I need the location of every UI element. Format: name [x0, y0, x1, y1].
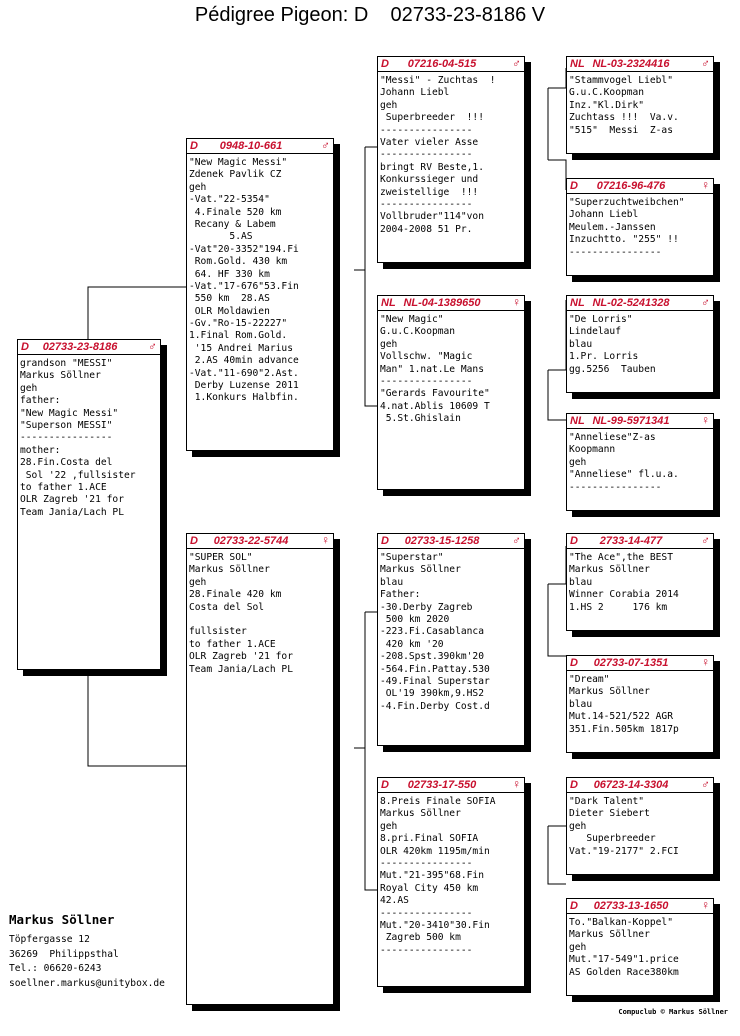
card-line: ----------------	[20, 432, 113, 444]
card-line: to father 1.ACE	[20, 481, 107, 493]
card-header	[378, 778, 524, 793]
owner-street: Töpfergasse 12	[9, 934, 90, 945]
card-header	[378, 296, 524, 311]
card-line: '15 Andrei Marius	[189, 342, 293, 354]
card-line: 8.Preis Finale SOFIA	[380, 796, 496, 807]
card-line: geh	[380, 820, 398, 832]
card-line: Lindelauf	[569, 326, 621, 338]
card-line: 5.St.Ghislain	[380, 413, 461, 425]
card-line: Johann Liebl	[569, 209, 639, 221]
card-line: "515" Messi Z-as	[569, 124, 673, 136]
card-line: Zuchtass !!! Va.v.	[569, 112, 679, 124]
card-line: 1.Pr. Lorris	[569, 351, 639, 363]
card-line: To."Balkan-Koppel"	[569, 917, 673, 928]
ring-number: 2733-14-477	[599, 535, 663, 547]
card-line: G.u.C.Koopman	[380, 326, 456, 338]
card-header	[567, 179, 713, 194]
card-line: 8.pri.Final SOFIA	[380, 833, 479, 845]
card-line: "Superson MESSI"	[20, 419, 113, 431]
card-header	[378, 534, 524, 549]
ring-number: 02733-17-550	[407, 779, 477, 791]
country-code: NL	[381, 297, 396, 309]
card-line: grandson "MESSI"	[20, 358, 113, 369]
card-line: "New Magic Messi"	[189, 157, 288, 168]
card-header	[187, 534, 333, 549]
card-line: Markus Söllner	[569, 564, 650, 576]
country-code: NL	[570, 415, 585, 427]
sex-icon: ♀	[512, 777, 521, 791]
card-header	[187, 139, 333, 154]
card-line: ----------------	[380, 907, 473, 919]
card-line: OL'19 390km,9.HS2	[380, 688, 484, 700]
owner-phone: Tel.: 06620-6243	[9, 963, 102, 974]
card-line: blau	[569, 576, 593, 588]
card-line: Recany & Labem	[189, 218, 276, 230]
card-line: OLR Zagreb '21 for	[189, 651, 293, 663]
card-line: 4.Finale 520 km	[189, 206, 282, 218]
card-line: Derby Luzense 2011	[189, 380, 299, 392]
card-line: Winner Corabia 2014	[569, 589, 679, 601]
country-code: D	[570, 535, 578, 547]
card-line: "Dark Talent"	[569, 796, 645, 807]
card-line: bringt RV Beste,1.	[380, 161, 484, 173]
card-line: 2.AS 40min advance	[189, 355, 299, 367]
card-line: "De Lorris"	[569, 314, 633, 325]
card-body	[567, 549, 713, 614]
country-code: D	[570, 657, 578, 669]
card-line: "The Ace",the BEST	[569, 552, 673, 563]
card-line: -Gv."Ro-15-22227"	[189, 318, 288, 330]
pigeon-card-fm	[377, 295, 525, 490]
card-line: geh	[569, 820, 587, 832]
sex-icon: ♀	[321, 533, 330, 547]
card-line: "Anneliese" fl.u.a.	[569, 469, 679, 481]
card-line: Zagreb 500 km	[380, 932, 461, 944]
country-code: D	[570, 180, 578, 192]
card-line: to father 1.ACE	[189, 638, 276, 650]
card-line: "Anneliese"Z-as	[569, 432, 656, 443]
ring-number: NL-02-5241328	[592, 297, 670, 309]
country-code: NL	[570, 58, 585, 70]
owner-city: 36269 Philippsthal	[9, 948, 119, 960]
card-header	[567, 296, 713, 311]
card-line: Johann Liebl	[380, 87, 450, 99]
card-line: geh	[189, 576, 207, 588]
card-body	[567, 671, 713, 736]
card-line: 28.Fin.Costa del	[20, 457, 113, 469]
owner-info	[9, 912, 165, 991]
card-header	[567, 57, 713, 72]
ring-number: 02733-15-1258	[404, 535, 480, 547]
card-line: Markus Söllner	[189, 564, 270, 576]
pigeon-card-mfm	[566, 655, 714, 753]
sex-icon: ♂	[512, 56, 521, 70]
pigeon-card-subject	[17, 339, 161, 670]
sex-icon: ♂	[701, 56, 710, 70]
card-line: 351.Fin.505km 1817p	[569, 723, 679, 735]
card-line: fullsister	[189, 626, 247, 638]
sex-icon: ♀	[701, 413, 710, 427]
card-line: gg.5256 Tauben	[569, 363, 656, 375]
card-line: -208.Spst.390km'20	[380, 651, 484, 663]
sex-icon: ♂	[148, 339, 157, 353]
ring-number: NL-99-5971341	[592, 415, 670, 427]
ring-number: 07216-96-476	[596, 180, 666, 192]
card-line: mother:	[20, 444, 61, 456]
ring-number: 02733-07-1351	[593, 657, 669, 669]
owner-name: Markus Söllner	[9, 912, 115, 927]
card-line: ----------------	[380, 149, 473, 161]
country-code: D	[381, 535, 389, 547]
ring-number: 02733-13-1650	[593, 900, 669, 912]
card-line: 5.AS	[189, 231, 253, 243]
card-line: Father:	[380, 589, 421, 601]
card-line: geh	[569, 941, 587, 953]
card-line: ----------------	[569, 481, 662, 493]
card-line: ----------------	[380, 375, 473, 387]
card-body	[378, 72, 524, 236]
pigeon-card-mm	[377, 777, 525, 987]
card-body	[567, 429, 713, 494]
card-body	[378, 549, 524, 713]
card-line: Markus Söllner	[380, 808, 461, 820]
card-line: ----------------	[569, 246, 662, 258]
card-header	[567, 899, 713, 914]
card-line: "SUPER SOL"	[189, 552, 253, 563]
card-line: Meulem.-Janssen	[569, 221, 656, 233]
card-line: 1.HS 2 176 km	[569, 601, 668, 613]
card-line: Markus Söllner	[380, 564, 461, 576]
card-line: Mut."17-549"1.price	[569, 954, 679, 966]
sex-icon: ♂	[701, 295, 710, 309]
card-line: ----------------	[380, 944, 473, 956]
ring-number: 07216-04-515	[407, 58, 477, 70]
card-line: 420 km '20	[380, 638, 444, 650]
card-line	[189, 614, 331, 626]
card-line: Vollbruder"114"von	[380, 211, 484, 223]
card-line: "Superstar"	[380, 552, 444, 563]
country-code: D	[570, 779, 578, 791]
ring-number: 02733-22-5744	[213, 535, 289, 547]
card-line: Vat."19-2177" 2.FCI	[569, 845, 679, 857]
pigeon-card-mmf	[566, 777, 714, 875]
card-line: "New Magic Messi"	[20, 407, 119, 419]
pigeon-card-fff	[566, 56, 714, 154]
card-line: -Vat."11-690"2.Ast.	[189, 367, 299, 379]
card-line: OLR 420km 1195m/min	[380, 845, 490, 857]
card-line: Superbreeder	[569, 833, 656, 845]
card-line: "New Magic"	[380, 314, 444, 325]
card-line: father:	[20, 395, 61, 407]
sex-icon: ♀	[701, 898, 710, 912]
card-line: geh	[380, 99, 398, 111]
card-body	[567, 194, 713, 259]
card-line: "Stammvogel Liebl"	[569, 75, 673, 86]
card-body	[567, 914, 713, 979]
card-line: Konkurssieger und	[380, 174, 479, 186]
card-line: OLR Moldawien	[189, 305, 270, 317]
ring-number: 06723-14-3304	[593, 779, 669, 791]
card-line: G.u.C.Koopman	[569, 87, 645, 99]
card-line: Team Jania/Lach PL	[189, 663, 293, 675]
sex-icon: ♂	[321, 138, 330, 152]
pigeon-card-mff	[566, 533, 714, 631]
pigeon-card-father	[186, 138, 334, 451]
card-line: Team Jania/Lach PL	[20, 506, 124, 518]
card-line: -564.Fin.Pattay.530	[380, 663, 490, 675]
card-body	[567, 793, 713, 858]
owner-email: soellner.markus@unitybox.de	[9, 977, 165, 989]
pigeon-card-ff	[377, 56, 525, 263]
card-line: Superbreeder !!!	[380, 112, 484, 124]
card-line: "Messi" - Zuchtas !	[380, 75, 496, 86]
country-code: D	[381, 58, 389, 70]
card-line: geh	[380, 338, 398, 350]
ring-number: 02733-23-8186	[42, 341, 118, 353]
card-line: Zdenek Pavlik CZ	[189, 169, 282, 181]
card-line: 1.Konkurs Halbfin.	[189, 392, 299, 404]
pigeon-card-mf	[377, 533, 525, 746]
card-body	[187, 549, 333, 676]
card-line: geh	[569, 456, 587, 468]
card-line: Vollschw. "Magic	[380, 351, 473, 363]
card-line: blau	[569, 338, 593, 350]
card-body	[18, 355, 160, 519]
card-line: Markus Söllner	[569, 686, 650, 698]
pigeon-card-mother	[186, 533, 334, 1005]
card-line: Koopmann	[569, 444, 616, 456]
card-body	[378, 793, 524, 957]
card-line: Inzuchtto. "255" !!	[569, 234, 679, 246]
card-line: Rom.Gold. 430 km	[189, 256, 288, 268]
card-line: 64. HF 330 km	[189, 268, 270, 280]
card-line: -223.Fi.Casablanca	[380, 626, 484, 638]
card-body	[187, 154, 333, 405]
card-line: 42.AS	[380, 895, 409, 907]
card-line: ----------------	[380, 124, 473, 136]
country-code: D	[190, 535, 198, 547]
card-header	[378, 57, 524, 72]
card-line: "Superzuchtweibchen"	[569, 197, 685, 208]
card-line: 550 km 28.AS	[189, 293, 270, 305]
card-line: blau	[380, 576, 404, 588]
card-header	[567, 656, 713, 671]
card-line: 1.Final Rom.Gold.	[189, 330, 288, 342]
sex-icon: ♂	[512, 533, 521, 547]
sex-icon: ♀	[512, 295, 521, 309]
country-code: D	[21, 341, 29, 353]
card-line: Vater vieler Asse	[380, 136, 479, 148]
pigeon-card-ffm	[566, 178, 714, 276]
card-line: -49.Final Superstar	[380, 675, 490, 687]
card-line: ----------------	[380, 198, 473, 210]
card-line: geh	[20, 382, 38, 394]
card-line: ----------------	[380, 857, 473, 869]
card-line: Mut."21-395"68.Fin	[380, 870, 484, 882]
sex-icon: ♀	[701, 655, 710, 669]
card-line: -4.Fin.Derby Cost.d	[380, 700, 490, 712]
card-line: blau	[569, 698, 593, 710]
card-line: 4.nat.Ablis 10609 T	[380, 400, 490, 412]
pigeon-card-fmf	[566, 295, 714, 393]
pigeon-card-mmm	[566, 898, 714, 996]
ring-number: 0948-10-661	[219, 140, 283, 152]
card-line: -Vat."17-676"53.Fin	[189, 280, 299, 292]
card-line: 500 km 2020	[380, 613, 450, 625]
country-code: NL	[570, 297, 585, 309]
card-line: AS Golden Race380km	[569, 966, 679, 978]
country-code: D	[190, 140, 198, 152]
sex-icon: ♀	[701, 178, 710, 192]
card-line: Mut.14-521/522 AGR	[569, 711, 673, 723]
card-line: Costa del Sol	[189, 601, 265, 613]
ring-number: NL-04-1389650	[403, 297, 481, 309]
card-line: Inz."Kl.Dirk"	[569, 99, 645, 111]
card-line: Mut."20-3410"30.Fin	[380, 919, 490, 931]
card-line: -Vat"20-3352"194.Fi	[189, 243, 299, 255]
card-line: -Vat."22-5354"	[189, 194, 270, 206]
card-line: Royal City 450 km	[380, 882, 479, 894]
card-line: zweistellige !!!	[380, 186, 479, 198]
pigeon-card-fmm	[566, 413, 714, 511]
card-line: Dieter Siebert	[569, 808, 650, 820]
card-line: Markus Söllner	[20, 370, 101, 382]
card-line: -30.Derby Zagreb	[380, 601, 473, 613]
card-header	[18, 340, 160, 355]
card-line: Sol '22 ,fullsister	[20, 469, 136, 481]
sex-icon: ♂	[701, 777, 710, 791]
sex-icon: ♂	[701, 533, 710, 547]
card-line: 2004-2008 51 Pr.	[380, 223, 473, 235]
card-line: "Dream"	[569, 674, 610, 685]
card-line: Man" 1.nat.Le Mans	[380, 363, 484, 375]
card-line: "Gerards Favourite"	[380, 388, 490, 400]
card-header	[567, 414, 713, 429]
card-line: Markus Söllner	[569, 929, 650, 941]
card-body	[567, 72, 713, 137]
country-code: D	[570, 900, 578, 912]
card-header	[567, 778, 713, 793]
card-line: geh	[189, 181, 207, 193]
card-line: OLR Zagreb '21 for	[20, 494, 124, 506]
card-body	[567, 311, 713, 376]
page-title: Pédigree Pigeon: D 02733-23-8186 V	[194, 4, 546, 26]
ring-number: NL-03-2324416	[592, 58, 670, 70]
card-line: 28.Finale 420 km	[189, 589, 282, 601]
card-body	[378, 311, 524, 426]
footer-credit: Compuclub © Markus Söllner	[618, 1008, 728, 1016]
card-header	[567, 534, 713, 549]
country-code: D	[381, 779, 389, 791]
